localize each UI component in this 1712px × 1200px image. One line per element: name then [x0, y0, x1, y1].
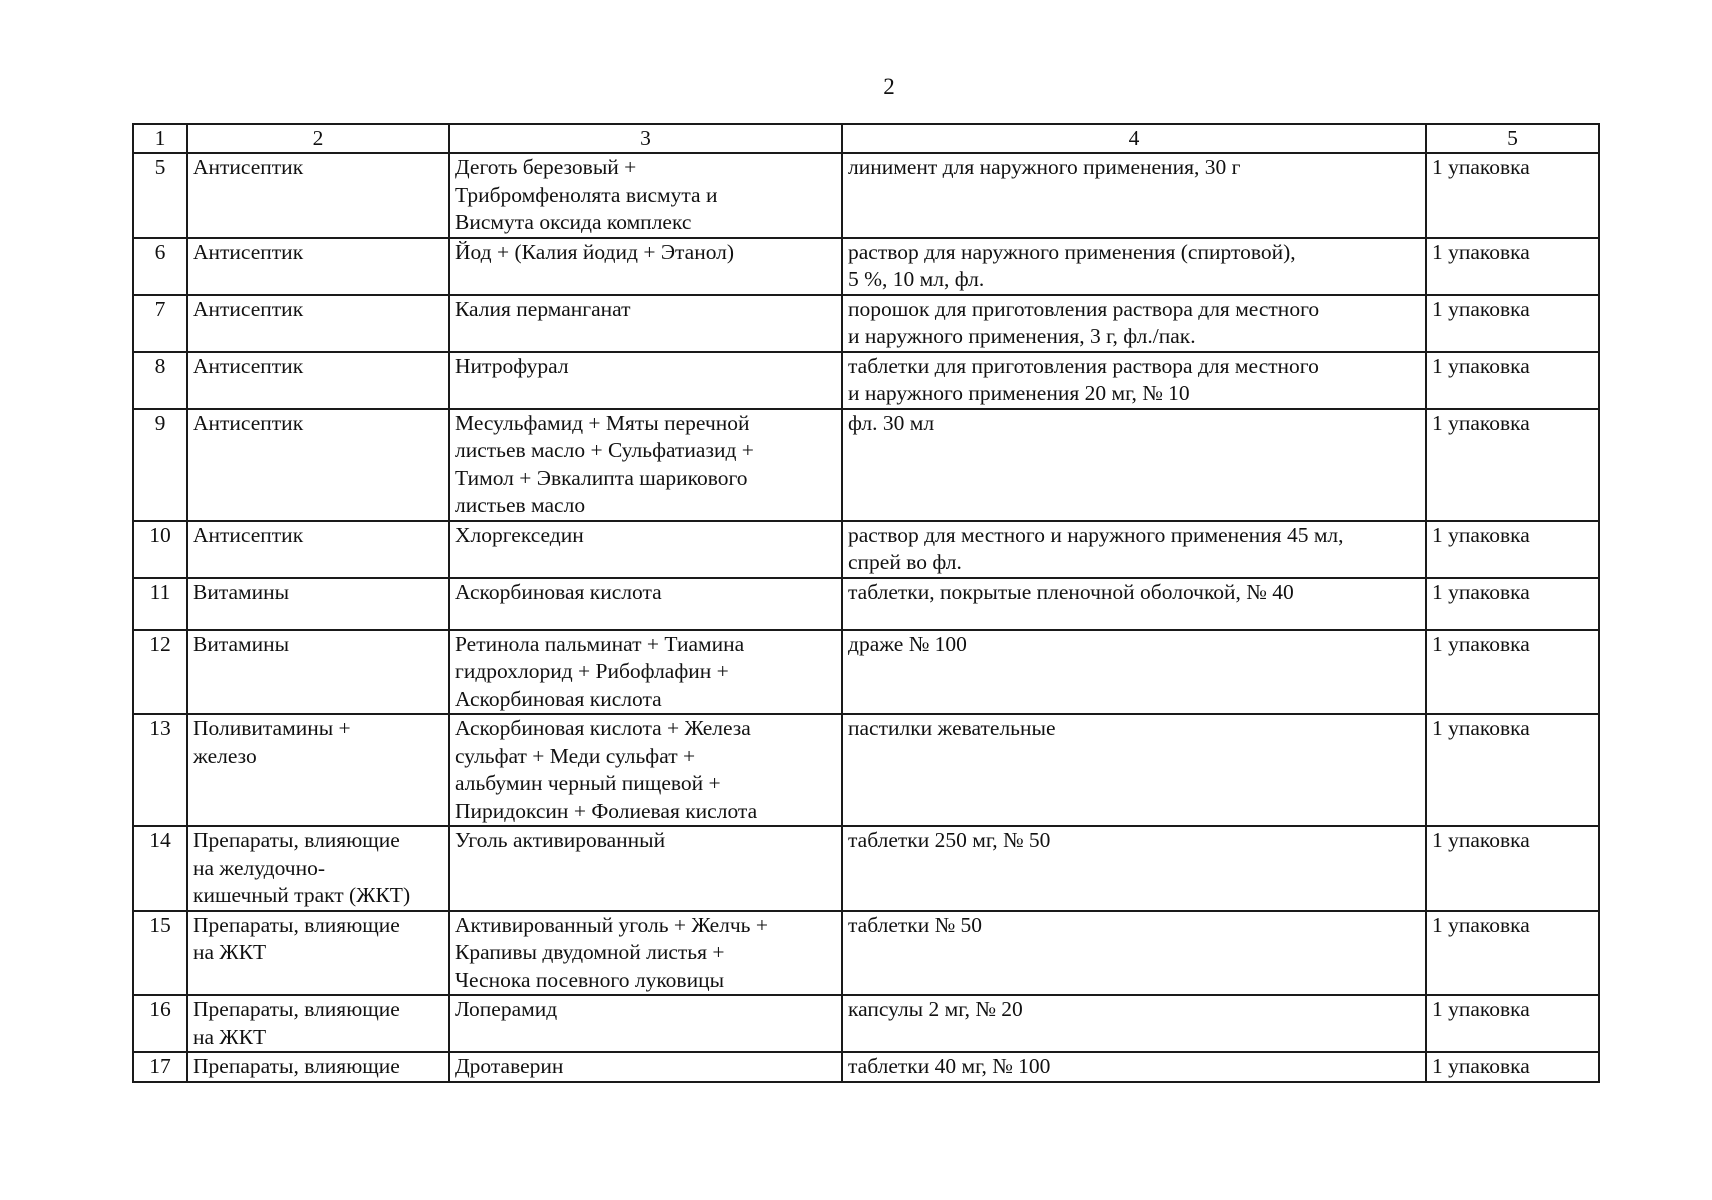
row-number-cell-text: 5 [154, 155, 166, 179]
quantity-cell-text: 1 упаковка [1432, 239, 1530, 264]
row-number-cell-text: 14 [149, 828, 171, 852]
row-number-cell [133, 1052, 187, 1082]
quantity-cell [1426, 153, 1599, 238]
dosage-form-cell-text: таблетки, покрытые пленочной оболочкой, № 40 [848, 579, 1294, 604]
quantity-cell [1426, 630, 1599, 715]
active-substance-cell [449, 295, 842, 352]
dosage-form-cell [842, 911, 1426, 996]
dosage-form-cell-text: таблетки № 50 [848, 912, 982, 937]
quantity-cell-text: 1 упаковка [1432, 828, 1530, 852]
active-substance-cell-text: Аскорбиновая кислота + Железа сульфат + Меди сульфат + альбумин черный пищевой + Пиридоксин + Фолиевая кислота [455, 716, 758, 823]
pharm-group-cell-text: Антисептик [193, 296, 304, 321]
active-substance-cell [449, 578, 842, 630]
table-row [133, 578, 1599, 630]
pharm-group-cell-text: Препараты, влияющие [193, 1054, 400, 1078]
active-substance-cell-text: Дротаверин [455, 1054, 564, 1078]
pharm-group-cell-text: Препараты, влияющие на ЖКТ [193, 997, 400, 1049]
row-number-cell [133, 995, 187, 1052]
pharm-group-cell [187, 995, 449, 1052]
quantity-cell-text: 1 упаковка [1432, 522, 1530, 547]
row-number-cell-text: 16 [149, 997, 171, 1021]
pharm-group-cell [187, 911, 449, 996]
active-substance-cell-text: Месульфамид + Мяты перечной листьев масло + Сульфатиазид + Тимол + Эвкалипта шарикового листьев масло [455, 410, 754, 517]
column-header-2: 2 [187, 124, 449, 153]
dosage-form-cell-text: таблетки для приготовления раствора для местного и наружного применения 20 мг, № 10 [848, 353, 1319, 405]
column-header-4: 4 [842, 124, 1426, 153]
dosage-form-cell-text: раствор для наружного применения (спиртовой), 5 %, 10 мл, фл. [848, 239, 1296, 291]
pharm-group-cell [187, 578, 449, 630]
active-substance-cell [449, 153, 842, 238]
table-row [133, 1052, 1599, 1082]
active-substance-cell [449, 1052, 842, 1082]
dosage-form-cell [842, 630, 1426, 715]
table-body [133, 153, 1599, 1082]
dosage-form-cell [842, 1052, 1426, 1082]
medicines-table [132, 123, 1600, 1083]
dosage-form-cell [842, 352, 1426, 409]
active-substance-cell-text: Лоперамид [455, 997, 558, 1021]
pharm-group-cell [187, 352, 449, 409]
quantity-cell [1426, 714, 1599, 826]
quantity-cell-text: 1 упаковка [1432, 155, 1530, 179]
pharm-group-cell [187, 409, 449, 521]
table-row [133, 153, 1599, 238]
quantity-cell [1426, 238, 1599, 295]
pharm-group-cell [187, 521, 449, 578]
column-header-3: 3 [449, 124, 842, 153]
row-number-cell-text: 6 [154, 239, 166, 264]
dosage-form-cell [842, 295, 1426, 352]
active-substance-cell [449, 995, 842, 1052]
dosage-form-cell-text: фл. 30 мл [848, 410, 935, 435]
table-row [133, 295, 1599, 352]
active-substance-cell [449, 409, 842, 521]
dosage-form-cell [842, 995, 1426, 1052]
pharm-group-cell-text: Препараты, влияющие на ЖКТ [193, 912, 400, 964]
row-number-cell-text: 11 [149, 579, 171, 604]
active-substance-cell [449, 911, 842, 996]
dosage-form-cell-text: таблетки 250 мг, № 50 [848, 828, 1051, 852]
pharm-group-cell [187, 630, 449, 715]
row-number-cell [133, 911, 187, 996]
active-substance-cell [449, 352, 842, 409]
quantity-cell-text: 1 упаковка [1432, 410, 1530, 435]
active-substance-cell [449, 826, 842, 911]
pharm-group-cell [187, 295, 449, 352]
dosage-form-cell-text: драже № 100 [848, 631, 967, 656]
column-header-5: 5 [1426, 124, 1599, 153]
table-row [133, 238, 1599, 295]
column-header-1: 1 [133, 124, 187, 153]
table-row [133, 409, 1599, 521]
quantity-cell-text: 1 упаковка [1432, 353, 1530, 378]
row-number-cell [133, 238, 187, 295]
dosage-form-cell [842, 153, 1426, 238]
dosage-form-cell [842, 578, 1426, 630]
quantity-cell [1426, 409, 1599, 521]
row-number-cell-text: 12 [149, 631, 171, 656]
table-row [133, 826, 1599, 911]
quantity-cell-text: 1 упаковка [1432, 296, 1530, 321]
quantity-cell [1426, 578, 1599, 630]
active-substance-cell-text: Активированный уголь + Желчь + Крапивы двудомной листья + Чеснока посевного луковицы [455, 912, 768, 992]
dosage-form-cell [842, 826, 1426, 911]
pharm-group-cell-text: Антисептик [193, 239, 304, 264]
row-number-cell [133, 352, 187, 409]
quantity-cell [1426, 911, 1599, 996]
row-number-cell [133, 153, 187, 238]
table-row [133, 995, 1599, 1052]
pharm-group-cell [187, 714, 449, 826]
row-number-cell-text: 15 [149, 912, 171, 937]
pharm-group-cell-text: Витамины [193, 579, 290, 604]
active-substance-cell-text: Хлоргекседин [455, 522, 584, 547]
active-substance-cell [449, 521, 842, 578]
pharm-group-cell-text: Антисептик [193, 155, 304, 179]
quantity-cell-text: 1 упаковка [1432, 997, 1530, 1021]
pharm-group-cell [187, 153, 449, 238]
active-substance-cell-text: Аскорбиновая кислота [455, 579, 662, 604]
row-number-cell [133, 630, 187, 715]
quantity-cell-text: 1 упаковка [1432, 716, 1530, 740]
active-substance-cell [449, 714, 842, 826]
quantity-cell [1426, 521, 1599, 578]
active-substance-cell-text: Ретинола пальминат + Тиамина гидрохлорид + Рибофлафин + Аскорбиновая кислота [455, 631, 745, 711]
pharm-group-cell [187, 826, 449, 911]
table-row [133, 630, 1599, 715]
row-number-cell-text: 10 [149, 522, 171, 547]
pharm-group-cell [187, 238, 449, 295]
table-row [133, 911, 1599, 996]
dosage-form-cell [842, 238, 1426, 295]
row-number-cell-text: 9 [154, 410, 166, 435]
row-number-cell-text: 7 [154, 296, 166, 321]
active-substance-cell-text: Йод + (Калия йодид + Этанол) [455, 239, 735, 264]
row-number-cell [133, 826, 187, 911]
table-header-row [133, 124, 1599, 153]
pharm-group-cell-text: Антисептик [193, 522, 304, 547]
quantity-cell [1426, 995, 1599, 1052]
dosage-form-cell [842, 409, 1426, 521]
active-substance-cell-text: Нитрофурал [455, 353, 569, 378]
active-substance-cell [449, 238, 842, 295]
dosage-form-cell-text: пастилки жевательные [848, 716, 1056, 740]
active-substance-cell-text: Калия перманганат [455, 296, 631, 321]
page-number: 2 [883, 74, 895, 99]
dosage-form-cell-text: капсулы 2 мг, № 20 [848, 997, 1023, 1021]
dosage-form-cell [842, 714, 1426, 826]
row-number-cell [133, 409, 187, 521]
active-substance-cell-text: Деготь березовый + Трибромфенолята висмута и Висмута оксида комплекс [455, 155, 718, 234]
active-substance-cell [449, 630, 842, 715]
pharm-group-cell-text: Антисептик [193, 410, 304, 435]
row-number-cell [133, 714, 187, 826]
row-number-cell [133, 521, 187, 578]
dosage-form-cell-text: порошок для приготовления раствора для местного и наружного применения, 3 г, фл./пак. [848, 296, 1320, 348]
active-substance-cell-text: Уголь активированный [455, 828, 666, 852]
dosage-form-cell-text: раствор для местного и наружного применения 45 мл, спрей во фл. [848, 522, 1344, 574]
quantity-cell [1426, 295, 1599, 352]
row-number-cell-text: 8 [154, 353, 166, 378]
table-row [133, 521, 1599, 578]
dosage-form-cell [842, 521, 1426, 578]
quantity-cell [1426, 1052, 1599, 1082]
quantity-cell-text: 1 упаковка [1432, 1054, 1530, 1078]
quantity-cell [1426, 352, 1599, 409]
quantity-cell-text: 1 упаковка [1432, 631, 1530, 656]
table-row [133, 714, 1599, 826]
table-row [133, 352, 1599, 409]
dosage-form-cell-text: таблетки 40 мг, № 100 [848, 1054, 1051, 1078]
dosage-form-cell-text: линимент для наружного применения, 30 г [848, 155, 1241, 179]
quantity-cell-text: 1 упаковка [1432, 912, 1530, 937]
pharm-group-cell-text: Антисептик [193, 353, 304, 378]
row-number-cell-text: 13 [149, 716, 171, 740]
row-number-cell [133, 578, 187, 630]
pharm-group-cell-text: Поливитамины + железо [193, 716, 351, 768]
pharm-group-cell [187, 1052, 449, 1082]
quantity-cell [1426, 826, 1599, 911]
pharm-group-cell-text: Препараты, влияющие на желудочно- кишечный тракт (ЖКТ) [193, 828, 411, 907]
row-number-cell-text: 17 [149, 1054, 171, 1078]
pharm-group-cell-text: Витамины [193, 631, 290, 656]
quantity-cell-text: 1 упаковка [1432, 579, 1530, 604]
row-number-cell [133, 295, 187, 352]
